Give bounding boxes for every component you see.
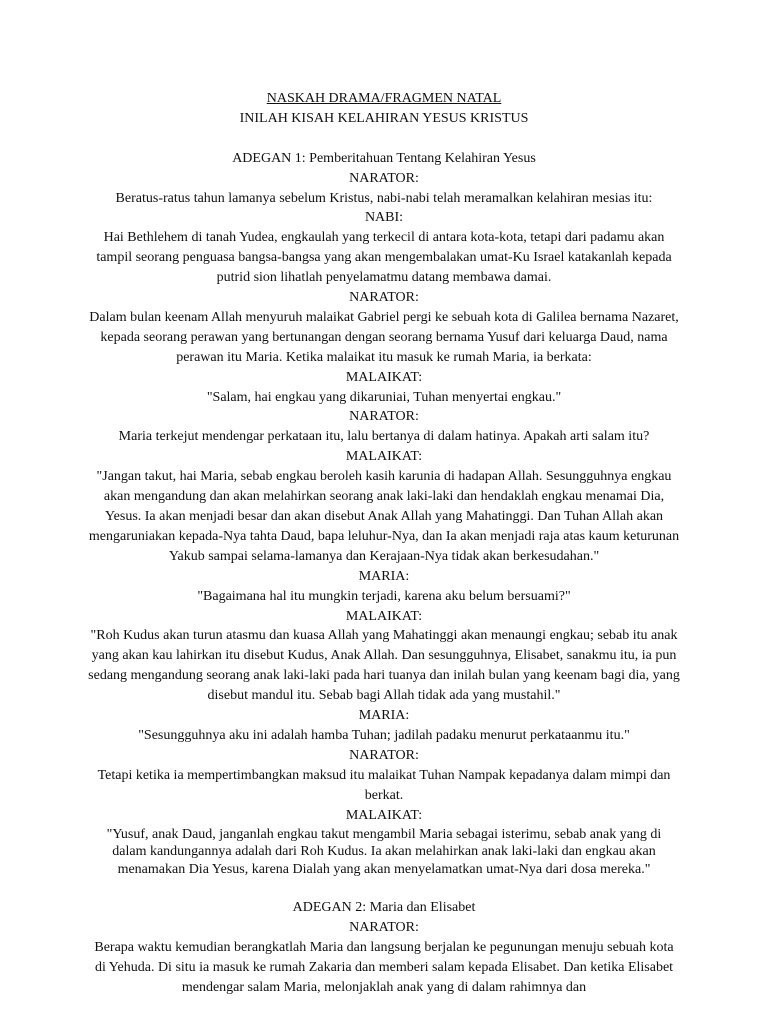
dialogue-text: "Bagaimana hal itu mungkin terjadi, karena aku belum bersuami?" (197, 588, 571, 604)
dialogue-text: "Roh Kudus akan turun atasmu dan kuasa Allah yang Mahatinggi akan menaungi engkau; sebab itu anak yang akan kau lahirkan itu disebut Kudus, Anak Allah. Dan sesungguhnya, Elisabet, sanakmu itu, ia pun sedang mengandung seorang anak laki-laki pada hari tuanya dan inilah bulan yang keenam bagi dia, yang disebut mandul itu. Sebab bagi Allah tidak ada yang mustahil." (88, 628, 680, 704)
dialogue-text: "Salam, hai engkau yang dikaruniai, Tuhan menyertai engkau." (206, 389, 562, 405)
dialogue-text: Berapa waktu kemudian berangkatlah Maria dan langsung berjalan ke pegunungan menuju sebuah kota di Yehuda. Di situ ia masuk ke rumah Zakaria dan memberi salam kepada Elisabet. Dan ketika Elisabet mendengar salam Maria, melonjaklah anak yang di dalam rahimnya dan (94, 940, 674, 995)
speaker-label: NARATOR: (349, 747, 419, 763)
document-title: NASKAH DRAMA/FRAGMEN NATAL (266, 91, 502, 106)
spacer (88, 878, 680, 898)
dialogue-text: Dalam bulan keenam Allah menyuruh malaikat Gabriel pergi ke sebuah kota di Galilea bernama Nazaret, kepada seorang perawan yang bertunangan dengan seorang bernama Yusuf dari keluarga Daud, nama perawan itu Maria. Ketika malaikat itu masuk ke rumah Maria, ia berkata: (89, 309, 679, 365)
dialogue-text: Maria terkejut mendengar perkataan itu, lalu bertanya di dalam hatinya. Apakah arti salam itu? (118, 429, 650, 445)
speaker-label: MALAIKAT: (345, 807, 423, 823)
dialogue-text: Tetapi ketika ia mempertimbangkan maksud itu malaikat Tuhan Nampak kepadanya dalam mimpi dan berkat. (97, 767, 671, 803)
speaker-label: NARATOR: (349, 290, 419, 306)
speaker-label: NABI: (364, 210, 404, 226)
scene-heading: ADEGAN 1: Pemberitahuan Tentang Kelahiran Yesus (232, 150, 536, 166)
speaker-label: NARATOR: (349, 920, 419, 936)
dialogue-text: Beratus-ratus tahun lamanya sebelum Kristus, nabi-nabi telah meramalkan kelahiran mesias itu: (115, 190, 653, 206)
speaker-label: MARIA: (358, 568, 410, 584)
speaker-label: NARATOR: (349, 409, 419, 425)
dialogue-text: Hai Bethlehem di tanah Yudea, engkaulah yang terkecil di antara kota-kota, tetapi dari padamu akan tampil seorang penguasa bangsa-bangsa yang akan mengembalakan umat-Ku Israel katakanlah kepada putrid sion lihatlah penyelamatmu datang membawa damai. (96, 230, 672, 286)
document-page (88, 89, 680, 998)
speaker-label: MALAIKAT: (345, 369, 423, 385)
scene-heading: ADEGAN 2: Maria dan Elisabet (292, 900, 476, 916)
speaker-label: MARIA: (358, 708, 410, 724)
document-subtitle: INILAH KISAH KELAHIRAN YESUS KRISTUS (239, 110, 529, 126)
dialogue-text: "Yusuf, anak Daud, janganlah engkau takut mengambil Maria sebagai isterimu, sebab anak yang di dalam kandungannya adalah dari Roh Kudus. Ia akan melahirkan anak laki-laki dan engkau akan menamakan Dia Yesus, karena Dialah yang akan menyelamatkan umat-Nya dari dosa mereka." (106, 826, 662, 877)
speaker-label: MALAIKAT: (345, 608, 423, 624)
dialogue-text: "Jangan takut, hai Maria, sebab engkau beroleh kasih karunia di hadapan Allah. Sesungguhnya engkau akan mengandung dan akan melahirkan seorang anak laki-laki dan hendaklah engkau menamai Dia, Yesus. Ia akan menjadi besar dan akan disebut Anak Allah yang Mahatinggi. Dan Tuhan Allah akan mengaruniakan kepada-Nya tahta Daud, bapa leluhur-Nya, dan Ia akan menjadi raja atas kaum keturunan Yakub sampai selama-lamanya dan Kerajaan-Nya tidak akan berkesudahan." (88, 469, 680, 564)
speaker-label: MALAIKAT: (345, 449, 423, 465)
spacer (88, 129, 680, 149)
dialogue-text: "Sesungguhnya aku ini adalah hamba Tuhan; jadilah padaku menurut perkataanmu itu." (138, 727, 630, 743)
speaker-label: NARATOR: (349, 170, 419, 186)
